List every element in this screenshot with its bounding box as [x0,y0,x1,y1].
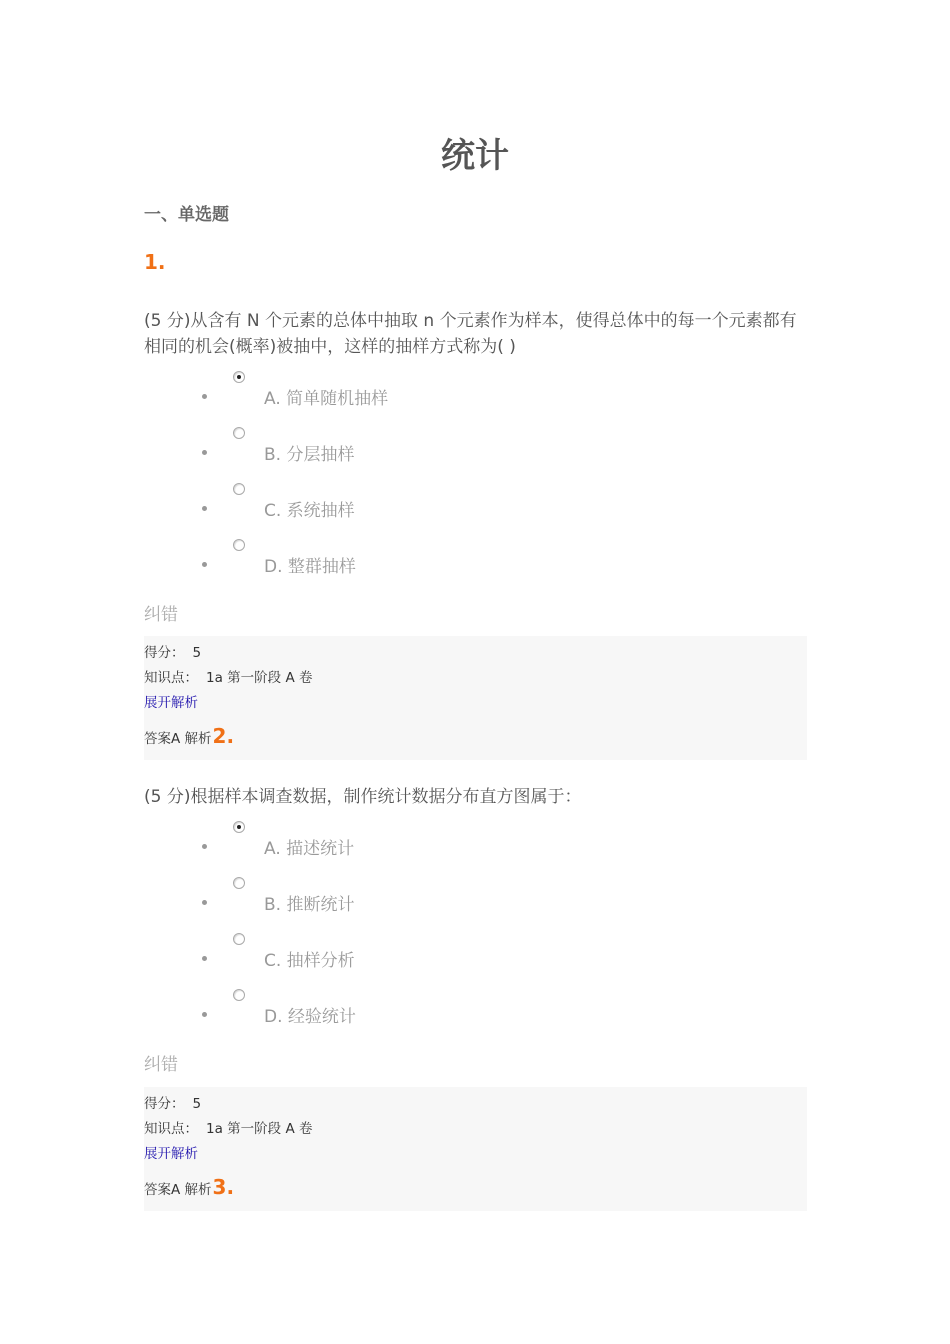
score-line [144,1092,201,1112]
question-text: (5 分)从含有 N 个元素的总体中抽取 n 个元素作为样本，使得总体中的每一个元素都有相同的机会(概率)被抽中，这样的抽样方式称为( ) [144,311,797,357]
question-text: (5 分)根据样本调查数据，制作统计数据分布直方图属于： [144,787,582,807]
bullet-icon [202,900,207,905]
bullet-icon [202,956,207,961]
bullet-icon [202,394,207,399]
question-2 [144,784,807,1214]
knowledge-label: 知识点： [144,1121,198,1137]
bullet-icon [202,1012,207,1017]
radio-button[interactable] [233,933,245,945]
bullet-icon [202,562,207,567]
bullet-icon [202,506,207,511]
report-error-link[interactable]: 纠错 [144,605,178,625]
knowledge-value: 1a 第一阶段 A 卷 [206,1121,313,1137]
report-error-link[interactable]: 纠错 [144,1055,178,1075]
radio-button[interactable] [233,989,245,1001]
option-d[interactable] [144,539,807,595]
question-1 [144,250,807,765]
option-label: C. 抽样分析 [264,951,355,971]
score-panel [144,636,807,760]
score-panel [144,1087,807,1211]
question-number: 3. [212,1175,235,1199]
option-label: B. 推断统计 [264,895,355,915]
radio-button-checked[interactable] [233,371,245,383]
option-label: A. 简单随机抽样 [264,389,389,409]
knowledge-line [144,666,312,686]
knowledge-value: 1a 第一阶段 A 卷 [206,670,313,686]
score-line [144,641,201,661]
option-b[interactable] [144,427,807,483]
option-c[interactable] [144,483,807,539]
option-label: A. 描述统计 [264,839,355,859]
option-d[interactable] [144,989,807,1045]
option-a[interactable] [144,371,807,427]
radio-button[interactable] [233,483,245,495]
option-c[interactable] [144,933,807,989]
question-number: 1. [144,250,166,274]
radio-button-checked[interactable] [233,821,245,833]
radio-button[interactable] [233,877,245,889]
expand-analysis-link[interactable]: 展开解析 [144,1146,198,1162]
question-number: 2. [212,724,235,748]
answer-line [144,1175,234,1199]
radio-button[interactable] [233,427,245,439]
expand-analysis-link[interactable]: 展开解析 [144,695,198,711]
option-label: D. 经验统计 [264,1007,356,1027]
answer-line [144,724,234,748]
option-label: B. 分层抽样 [264,445,355,465]
score-label: 得分： [144,645,185,661]
option-b[interactable] [144,877,807,933]
option-label: D. 整群抽样 [264,557,356,577]
answer-text: 答案A 解析 [144,1182,212,1198]
knowledge-label: 知识点： [144,670,198,686]
page-title: 统计 [441,136,509,176]
score-value: 5 [192,645,202,661]
answer-text: 答案A 解析 [144,731,212,747]
score-label: 得分： [144,1096,185,1112]
bullet-icon [202,844,207,849]
score-value: 5 [192,1096,202,1112]
bullet-icon [202,450,207,455]
option-label: C. 系统抽样 [264,501,355,521]
section-title: 一、单选题 [144,205,229,225]
option-a[interactable] [144,821,807,877]
radio-button[interactable] [233,539,245,551]
knowledge-line [144,1117,312,1137]
